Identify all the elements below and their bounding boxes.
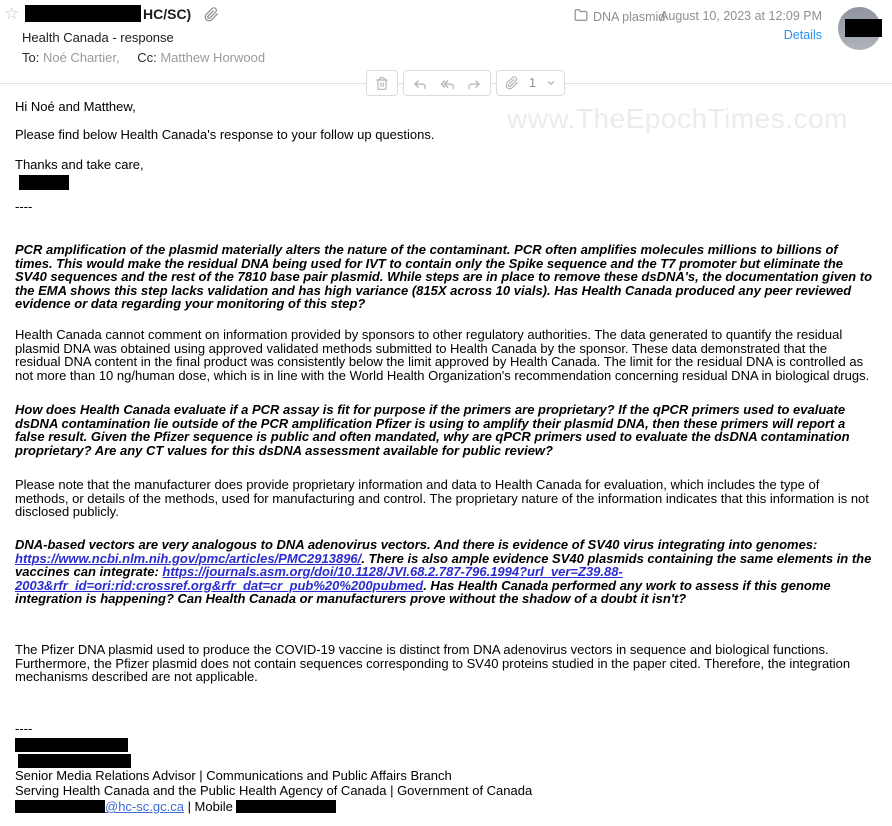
attachment-count: 1 <box>529 76 536 90</box>
question-3-part1: DNA-based vectors are very analogous to DNA adenovirus vectors. And there is evidence of SV40 virus integrating into genomes: <box>15 537 818 552</box>
question-2-text: How does Health Canada evaluate if a PCR assay is fit for purpose if the primers are proprietary? If the qPCR primers used to evaluate dsDNA contamination lie outside of the PCR amplification Pfizer is using to amplify their plasmid DNA, then these primers will report a false result. Given the Pfizer sequence is public and often mandated, why are qPCR primers used to evaluate the dsDNA contamination proprietary? Are any CT values for this dsDNA assessment available for public review? <box>15 402 850 458</box>
subject-line: Health Canada - response <box>22 30 174 45</box>
signature-contact-line <box>15 799 336 814</box>
message-date: August 10, 2023 at 12:09 PM <box>660 9 822 23</box>
sender-name-suffix: HC/SC) <box>143 6 192 22</box>
signature-title-line: Senior Media Relations Advisor | Communications and Public Affairs Branch <box>15 768 452 783</box>
ncbi-article-link[interactable]: https://www.ncbi.nlm.nih.gov/pmc/articles/PMC2913896/ <box>15 550 362 566</box>
redacted-signature-name-2 <box>18 754 131 768</box>
recipients-line <box>22 50 265 65</box>
to-recipient[interactable]: Noé Chartier, <box>42 50 120 65</box>
chevron-down-icon <box>546 78 556 88</box>
intro-text: Please find below Health Canada's response to your follow up questions. <box>15 127 435 142</box>
redacted-email-local-part <box>15 800 105 813</box>
folder-icon <box>574 8 588 25</box>
to-label: To: <box>22 50 40 65</box>
reply-all-button[interactable] <box>438 76 456 91</box>
email-domain-link[interactable]: @hc-sc.gc.ca <box>105 799 184 814</box>
greeting-text: Hi Noé and Matthew, <box>15 99 136 114</box>
cc-label: Cc: <box>137 50 157 65</box>
epoch-times-watermark: www.TheEpochTimes.com <box>507 103 848 134</box>
reply-button[interactable] <box>412 76 428 91</box>
answer-1-text: Health Canada cannot comment on information provided by sponsors to other regulatory authorities. The data generated to quantify the residual plasmid DNA was obtained using approved validated methods submitted to Health Canada by the sponsor. These data demonstrated that the residual DNA content in the final product was consistently below the limit approved by Health Canada. The limit for the residual DNA is controlled as not more than 10 ng/human dose, which is in line with the World Health Organization's recommendation concerning residual DNA in biological drugs. <box>15 327 870 383</box>
mailbox-name: DNA plasmid <box>593 9 666 24</box>
paperclip-icon <box>505 76 519 90</box>
mailbox-chip[interactable] <box>574 8 665 25</box>
answer-2-text: Please note that the manufacturer does provide proprietary information and data to Health Canada for evaluation, which includes the type of methods, or details of the methods, used for manufacturing and control. The proprietary nature of the information indicates that this information is not disclosed publicly. <box>15 477 869 519</box>
question-3-text <box>15 538 875 606</box>
question-3-part3: . Has Health Canada performed any work to assess if this genome integration is happening? Can Health Canada or manufacturers prove without the shadow of a doubt it isn't? <box>15 577 831 606</box>
cc-recipient[interactable]: Matthew Horwood <box>160 50 266 65</box>
mobile-label: | Mobile <box>183 799 237 814</box>
attachment-paperclip-icon <box>204 7 219 27</box>
answer-3-text: The Pfizer DNA plasmid used to produce the COVID-19 vaccine is distinct from DNA adenovirus vectors in sequence and biological functions. Furthermore, the Pfizer plasmid does not contain sequences corresponding to SV40 proteins studied in the paper cited. Therefore, the integration mechanisms described are not applicable. <box>15 642 851 684</box>
redacted-mobile-number <box>236 800 336 813</box>
redacted-signature-name <box>15 738 128 752</box>
trash-button[interactable] <box>366 70 398 96</box>
star-icon[interactable]: ☆ <box>4 4 20 23</box>
attachments-dropdown[interactable] <box>496 70 565 96</box>
redacted-avatar-overlay <box>845 19 882 37</box>
redacted-sender-name <box>25 5 141 22</box>
signature-org-line: Serving Health Canada and the Public Health Agency of Canada | Government of Canada <box>15 783 533 798</box>
asm-journal-link[interactable]: https://journals.asm.org/doi/10.1128/JVI.68.2.787-796.1994?url_ver=Z39.88-2003&rfr_id=ori:rid:crossref.org&rfr_dat=cr_pub%20%200pubmed <box>15 564 623 593</box>
signoff-text: Thanks and take care, <box>15 157 144 172</box>
reply-actions-group <box>403 70 491 96</box>
trash-icon <box>375 76 389 91</box>
divider-dashes-2: ---- <box>15 721 33 736</box>
forward-button[interactable] <box>466 76 482 91</box>
redacted-signoff-name <box>19 175 69 190</box>
message-toolbar <box>366 70 565 96</box>
question-3-part2: . There is also ample evidence SV40 plasmids containing the same elements in the vaccines can integrate: <box>15 550 872 579</box>
divider-dashes: ---- <box>15 199 33 214</box>
details-link[interactable]: Details <box>783 28 822 42</box>
question-1-text: PCR amplification of the plasmid materially alters the nature of the contaminant. PCR often amplifies molecules millions to billions of times. This would make the residual DNA being used for IVT to contain only the Spike sequence and the T7 promoter but eliminate the SV40 sequences and the rest of the 7810 base pair plasmid. While steps are in place to remove these dsDNA's, the documentation given to the EMA shows this step lacks validation and has high variance (815X across 10 vials). Has Health Canada produced any peer reviewed evidence or data regarding your monitoring of this step? <box>15 242 873 311</box>
